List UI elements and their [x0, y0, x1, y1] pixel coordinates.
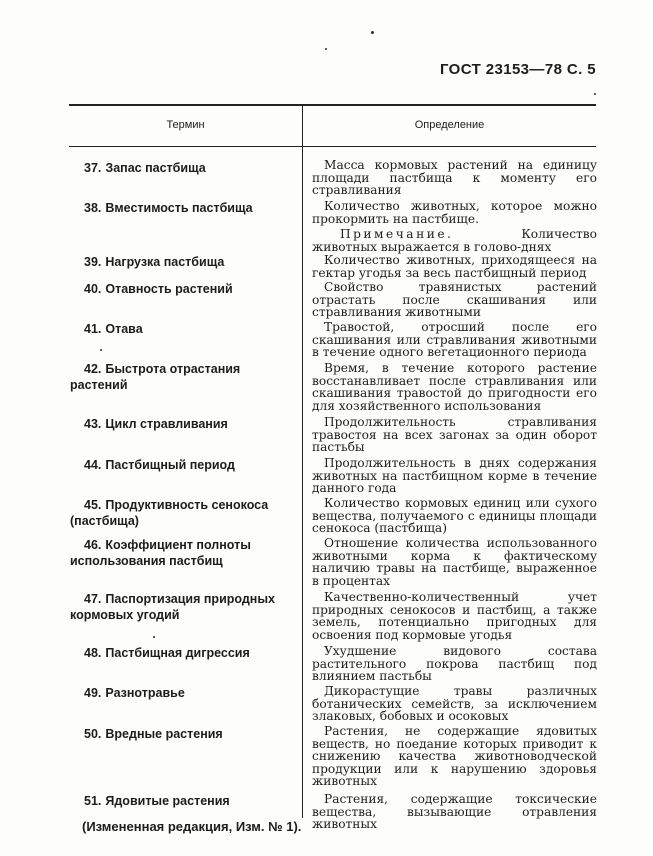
term-number: 47. — [84, 592, 102, 606]
term-text: Цикл стравливания — [105, 417, 228, 431]
term-text: Пастбищная дигрессия — [105, 646, 250, 660]
term-43 — [84, 416, 294, 432]
term-39 — [84, 254, 294, 270]
term-number: 38. — [84, 201, 102, 215]
term-40 — [84, 281, 294, 297]
definition-48: Ухудшение видового состава растительного покрова пастбищ под влиянием пастьбы — [312, 644, 597, 684]
term-number: 48. — [84, 646, 102, 660]
term-text: Продуктивность сенокоса (пастбища) — [70, 498, 269, 528]
term-number: 40. — [84, 282, 102, 296]
definition-43: Продолжительность стравливания травостоя на всех загонах за один оборот пастьбы — [312, 415, 597, 455]
definition-40: Свойство травянистых растений отрастать после скашивания или стравливания животными — [312, 280, 597, 320]
term-37 — [84, 160, 294, 176]
definition-45: Количество кормовых единиц или сухого вещества, получаемого с единицы площади сенокоса (пастбища) — [312, 496, 597, 536]
term-45 — [70, 497, 294, 529]
definition-38: Количество животных, которое можно прокормить на пастбище. — [312, 199, 597, 226]
term-number: 42. — [84, 362, 102, 376]
term-text: Отавность растений — [105, 282, 233, 296]
scan-speck — [100, 349, 102, 351]
term-number: 37. — [84, 161, 102, 175]
definition-44: Продолжительность в днях содержания животных на пастбищном корме в течение данного года — [312, 456, 597, 496]
column-divider — [302, 106, 303, 818]
scan-speck — [153, 636, 155, 638]
term-48 — [84, 645, 294, 661]
term-text: Разнотравье — [105, 686, 185, 700]
term-text: Пастбищный период — [105, 458, 235, 472]
term-number: 46. — [84, 538, 102, 552]
definition-37: Масса кормовых растений на единицу площади пастбища к моменту его стравливания — [312, 158, 597, 198]
definition-46: Отношение количества использованного животными корма к фактическому наличию травы на пастбище, выраженное в процентах — [312, 536, 597, 588]
term-text: Ядовитые растения — [105, 794, 230, 808]
term-text: Вместимость пастбища — [105, 201, 253, 215]
definition-51: Растения, содержащие токсические вещества, вызывающие отравления животных — [312, 792, 597, 832]
document-header-code: ГОСТ 23153—78 С. 5 — [439, 61, 596, 78]
amendment-note: (Измененная редакция, Изм. № 1). — [82, 819, 302, 834]
definition-49: Дикорастущие травы различных ботанических семейств, за исключением злаковых, бобовых и осоковых — [312, 684, 597, 724]
definition-39: Количество животных, приходящееся на гектар угодья за весь пастбищный период — [312, 253, 597, 280]
term-47 — [70, 591, 294, 623]
term-text: Вредные растения — [105, 727, 223, 741]
definition-41: Травостой, отросший после его скашивания или стравливания животными в течение одного вегетационного периода — [312, 320, 597, 360]
definition-47: Качественно-количественный учет природных сенокосов и пастбищ, а также земель, потенциально пригодных для освоения под кормовые угодья — [312, 590, 597, 642]
term-text: Отава — [105, 322, 143, 336]
term-number: 44. — [84, 458, 102, 472]
scan-speck — [325, 48, 327, 50]
term-text: Запас пастбища — [105, 161, 206, 175]
term-51 — [84, 793, 294, 809]
definition-38-note — [312, 228, 597, 253]
term-42 — [70, 361, 294, 393]
note-text: Количество животных выражается в голово-днях — [312, 227, 597, 254]
term-number: 50. — [84, 727, 102, 741]
term-number: 49. — [84, 686, 102, 700]
term-44 — [84, 457, 294, 473]
scan-speck — [371, 31, 374, 34]
table-header-rule — [69, 146, 596, 147]
term-text: Быстрота отрастания растений — [70, 362, 241, 392]
term-number: 45. — [84, 498, 102, 512]
term-text: Паспортизация природных кормовых угодий — [70, 592, 275, 622]
term-text: Коэффициент полноты использования пастбищ — [70, 538, 251, 568]
table-top-rule — [69, 104, 596, 106]
note-label: Примечание. — [340, 227, 454, 241]
term-number: 39. — [84, 255, 102, 269]
term-41 — [84, 321, 294, 337]
column-header-definition: Определение — [414, 119, 485, 131]
term-38 — [84, 200, 294, 216]
definition-42: Время, в течение которого растение восстанавливает после стравливания или скашивания травостой до пригодности его для хозяйственного использования — [312, 361, 597, 413]
term-50 — [84, 726, 294, 742]
definition-50: Растения, не содержащие ядовитых веществ, но поедание которых приводит к снижению качества животноводческой продукции или к нарушению здоровья животных — [312, 724, 597, 789]
term-text: Нагрузка пастбища — [105, 255, 225, 269]
term-49 — [84, 685, 294, 701]
term-number: 41. — [84, 322, 102, 336]
column-header-term: Термин — [166, 119, 205, 131]
term-number: 51. — [84, 794, 102, 808]
term-46 — [70, 537, 294, 569]
term-number: 43. — [84, 417, 102, 431]
scan-speck — [594, 93, 596, 95]
